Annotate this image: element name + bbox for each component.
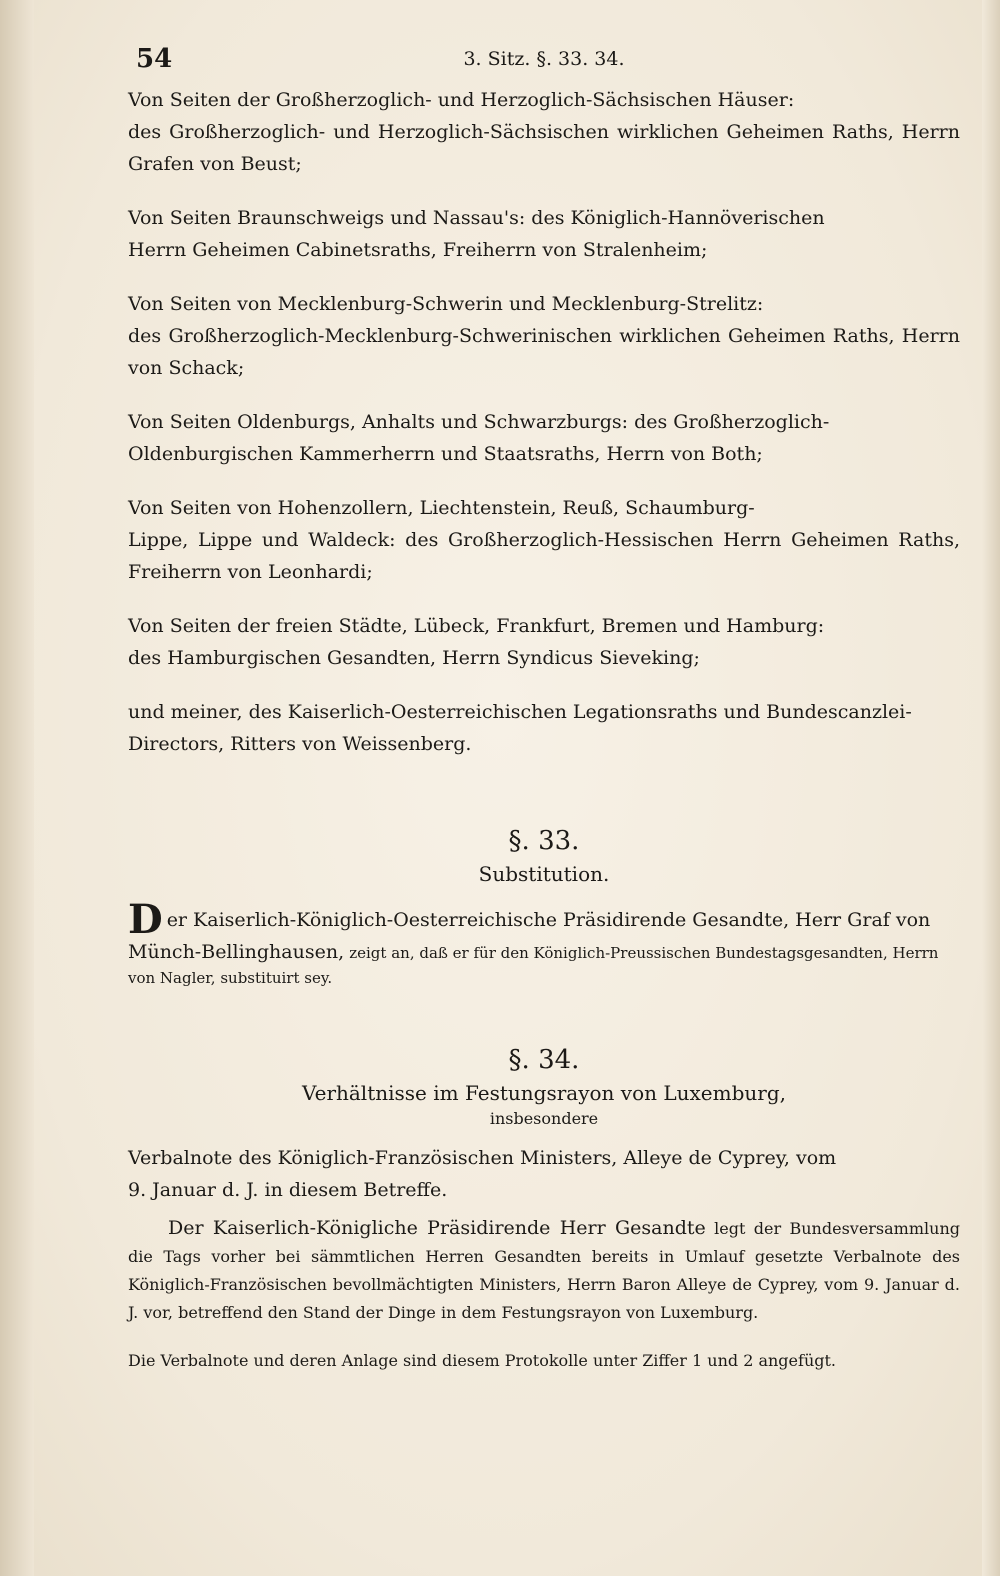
body-text-small: zeigt an, daß er für den Königlich-Preussischen Bundestagsgesandten, Herrn von Nagler, substituirt sey. <box>128 944 939 987</box>
delegates-list <box>128 84 960 760</box>
delegate-paragraph <box>128 492 960 588</box>
delegate-paragraph <box>128 406 960 470</box>
running-head <box>128 44 960 84</box>
paragraph-rest: des Großherzoglich-Mecklenburg-Schwerinischen wirklichen Geheimen Raths, Herrn von Schack; <box>128 325 960 379</box>
paragraph-rest: Directors, Ritters von Weissenberg. <box>128 733 472 755</box>
section-33 <box>128 826 960 987</box>
delegate-paragraph <box>128 696 960 760</box>
paragraph-rest: des Hamburgischen Gesandten, Herrn Syndicus Sieveking; <box>128 647 700 669</box>
paragraph-first-line: Von Seiten Oldenburgs, Anhalts und Schwarzburgs: des Großherzoglich- <box>128 411 830 433</box>
note-title-line: 9. Januar d. J. in diesem Betreffe. <box>128 1179 448 1201</box>
section-body <box>128 896 960 987</box>
paragraph-first-line: Von Seiten von Hohenzollern, Liechtenstein, Reuß, Schaumburg- <box>128 497 755 519</box>
paragraph-first-line: und meiner, des Kaiserlich-Oesterreichischen Legationsraths und Bundescanzlei- <box>128 701 912 723</box>
section-subtitle: Verhältnisse im Festungsrayon von Luxemburg, <box>302 1081 786 1105</box>
delegate-paragraph <box>128 610 960 674</box>
paragraph-rest: Lippe, Lippe und Waldeck: des Großherzoglich-Hessischen Herrn Geheimen Raths, Freiherrn von Leonhardi; <box>128 529 960 583</box>
paragraph-rest: Oldenburgischen Kammerherrn und Staatsraths, Herrn von Both; <box>128 443 763 465</box>
delegate-paragraph <box>128 288 960 384</box>
delegate-paragraph <box>128 84 960 180</box>
paragraph-first-line: Von Seiten Braunschweigs und Nassau's: des Königlich-Hannöverischen <box>128 207 825 229</box>
section-34 <box>128 1045 960 1375</box>
delegate-paragraph <box>128 202 960 266</box>
running-title: 3. Sitz. §. 33. 34. <box>463 48 625 70</box>
body-text-small: legt der Bundesversammlung die Tags vorher bei sämmtlichen Herren Gesandten bereits in Umlauf gesetzte Verbalnote des Königlich-Französischen bevollmächtigten Ministers, Herrn Baron Alleye de Cyprey, vom 9. Januar d. J. vor, betreffend den Stand der Dinge in dem Festungsrayon von Luxemburg. <box>128 1219 960 1322</box>
section-subtitle: Substitution. <box>478 862 610 886</box>
annex-note: Die Verbalnote und deren Anlage sind diesem Protokolle unter Ziffer 1 und 2 angefügt. <box>128 1351 836 1370</box>
body-text-large: er Kaiserlich-Königlich-Oesterreichische Präsidirende Gesandte, Herr Graf von Münch-Bellinghausen, <box>128 909 931 963</box>
paragraph-rest: Herrn Geheimen Cabinetsraths, Freiherrn von Stralenheim; <box>128 239 708 261</box>
section-heading: §. 34. <box>508 1045 580 1075</box>
section-subtitle-small: insbesondere <box>489 1109 599 1128</box>
drop-capital: D <box>128 896 163 943</box>
paragraph-first-line: Von Seiten von Mecklenburg-Schwerin und Mecklenburg-Strelitz: <box>128 293 764 315</box>
note-title-line: Verbalnote des Königlich-Französischen Ministers, Alleye de Cyprey, vom <box>128 1147 837 1169</box>
section-body <box>128 1214 960 1327</box>
section-heading: §. 33. <box>508 826 580 856</box>
page-number: 54 <box>136 44 173 74</box>
body-text-large: Der Kaiserlich-Königliche Präsidirende Herr Gesandte <box>168 1217 706 1239</box>
paragraph-first-line: Von Seiten der Großherzoglich- und Herzoglich-Sächsischen Häuser: <box>128 89 795 111</box>
note-title <box>128 1142 960 1206</box>
paragraph-rest: des Großherzoglich- und Herzoglich-Sächsischen wirklichen Geheimen Raths, Herrn Grafen von Beust; <box>128 121 960 175</box>
paragraph-first-line: Von Seiten der freien Städte, Lübeck, Frankfurt, Bremen und Hamburg: <box>128 615 825 637</box>
